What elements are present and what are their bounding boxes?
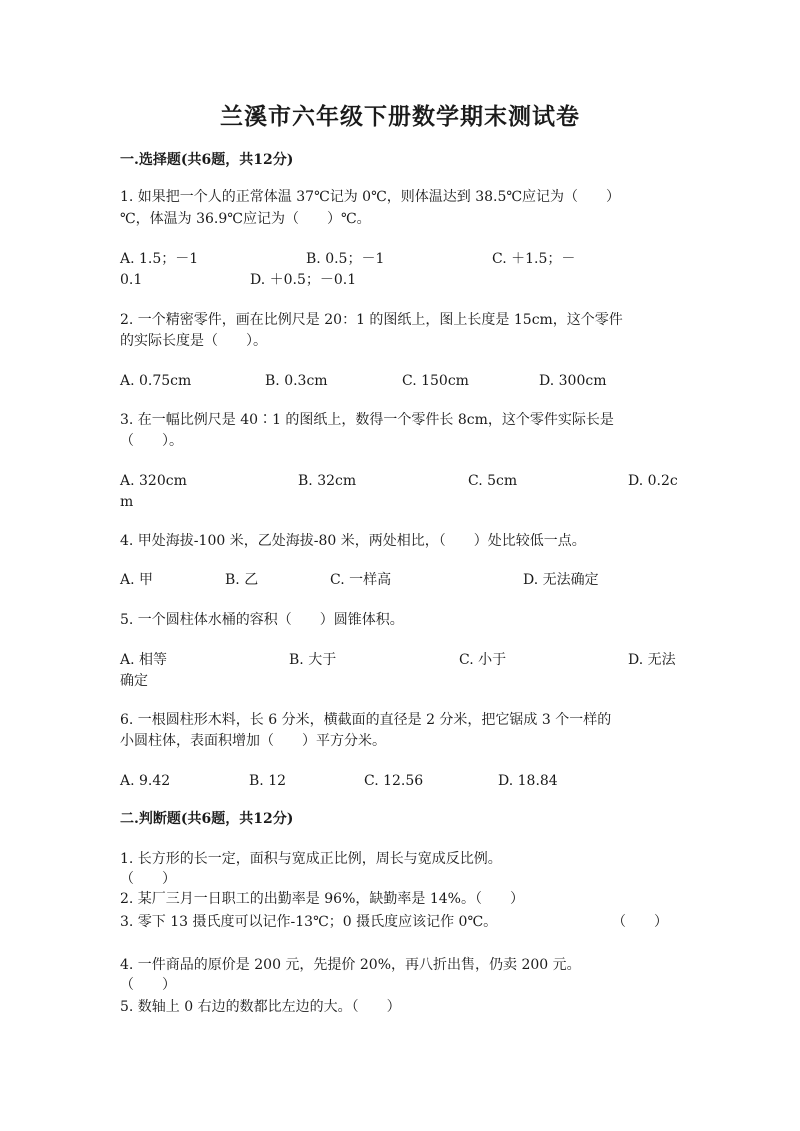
question-1-option-d: D. ＋0.5；－0.1 <box>250 272 357 288</box>
question-5-line-1: 5. 一个圆柱体水桶的容积（ ）圆锥体积。 <box>120 612 404 628</box>
question-6-option-d: D. 18.84 <box>498 773 558 789</box>
question-1-option-c: C. ＋1.5；－ <box>492 251 576 267</box>
question-3-option-b: B. 32cm <box>298 473 357 489</box>
question-3-option-a: A. 320cm <box>120 473 187 489</box>
question-4-option-d: D. 无法确定 <box>523 572 599 588</box>
question-5-option-a: A. 相等 <box>120 652 168 668</box>
question-2-option-b: B. 0.3cm <box>265 373 328 389</box>
question-5-option-d: D. 无法 <box>628 652 676 668</box>
question-1-option-wrap: 0.1 <box>120 272 143 288</box>
question-6-line-2: 小圆柱体，表面积增加（ ）平方分米。 <box>120 733 386 749</box>
question-6-option-b: B. 12 <box>249 773 287 789</box>
question-4-option-b: B. 乙 <box>225 572 259 588</box>
question-2-option-d: D. 300cm <box>539 373 607 389</box>
question-5-option-b: B. 大于 <box>289 652 337 668</box>
question-5-option-wrap: 确定 <box>120 673 148 689</box>
section-heading-choice: 一.选择题(共6题，共12分) <box>120 152 294 168</box>
judgement-3-bracket: （ ） <box>612 914 668 930</box>
question-2-option-a: A. 0.75cm <box>120 373 192 389</box>
judgement-3-line-1: 3. 零下 13 摄氏度可以记作-13℃；0 摄氏度应该记作 0℃。 <box>120 914 498 930</box>
judgement-4-bracket: （ ） <box>120 977 176 993</box>
question-6-option-a: A. 9.42 <box>120 773 171 789</box>
question-6-line-1: 6. 一根圆柱形木料，长 6 分米，横截面的直径是 2 分米，把它锯成 3 个一样的 <box>120 712 612 728</box>
question-1-line-1: 1. 如果把一个人的正常体温 37℃记为 0℃，则体温达到 38.5℃应记为（ ） <box>120 189 621 205</box>
question-3-option-c: C. 5cm <box>468 473 518 489</box>
judgement-4-line-1: 4. 一件商品的原价是 200 元，先提价 20%，再八折出售，仍卖 200 元。 <box>120 957 581 973</box>
question-1-option-b: B. 0.5；－1 <box>306 251 385 267</box>
question-3-line-2: （ ）。 <box>120 433 183 449</box>
question-4-option-c: C. 一样高 <box>330 572 392 588</box>
question-4-line-1: 4. 甲处海拔-100 米，乙处海拔-80 米，两处相比，（ ）处比较低一点。 <box>120 533 586 549</box>
question-4-option-a: A. 甲 <box>120 572 154 588</box>
judgement-2-line-1: 2. 某厂三月一日职工的出勤率是 96%，缺勤率是 14%。（ ） <box>120 891 524 907</box>
judgement-5-line-1: 5. 数轴上 0 右边的数都比左边的大。（ ） <box>120 999 401 1015</box>
question-2-line-2: 的实际长度是（ ）。 <box>120 333 267 349</box>
question-2-line-1: 2. 一个精密零件，画在比例尺是 20：1 的图纸上，图上长度是 15cm，这个零件 <box>120 312 623 328</box>
question-6-option-c: C. 12.56 <box>364 773 424 789</box>
judgement-1-bracket: （ ） <box>120 871 176 887</box>
question-3-line-1: 3. 在一幅比例尺是 40∶1 的图纸上，数得一个零件长 8cm，这个零件实际长是 <box>120 412 614 428</box>
question-2-option-c: C. 150cm <box>402 373 469 389</box>
judgement-1-line-1: 1. 长方形的长一定，面积与宽成正比例，周长与宽成反比例。 <box>120 851 502 867</box>
question-1-option-a: A. 1.5；－1 <box>120 251 199 267</box>
page-title: 兰溪市六年级下册数学期末测试卷 <box>220 103 580 130</box>
question-5-option-c: C. 小于 <box>459 652 507 668</box>
section-heading-judgement: 二.判断题(共6题，共12分) <box>120 811 294 827</box>
question-1-line-2: ℃，体温为 36.9℃应记为（ ）℃。 <box>120 211 371 227</box>
question-3-option-d: D. 0.2c <box>628 473 678 489</box>
question-3-option-wrap: m <box>120 494 134 510</box>
